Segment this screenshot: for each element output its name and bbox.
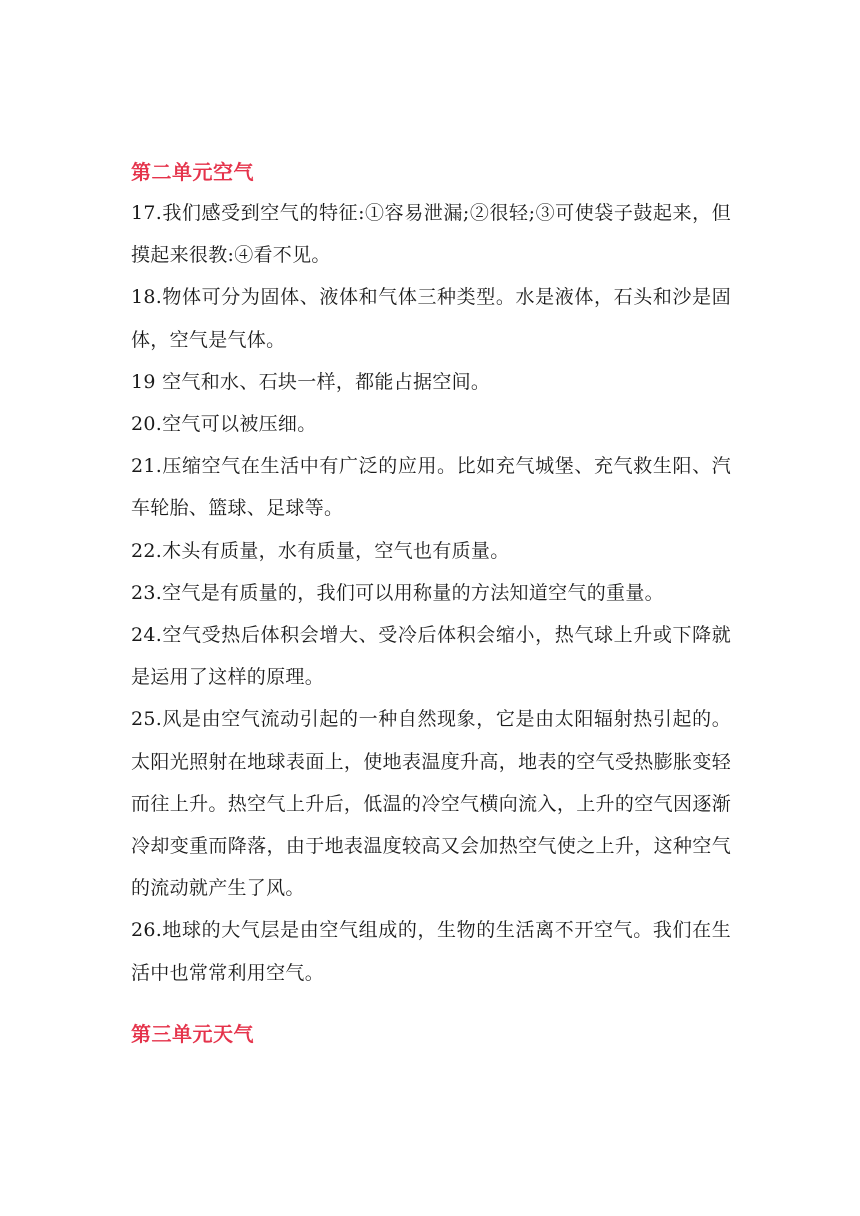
item-21: 21.压缩空气在生活中有广泛的应用。比如充气城堡、充气救生阳、汽车轮胎、篮球、足球等。 [131, 455, 731, 520]
item-26: 26.地球的大气层是由空气组成的，生物的生活离不开空气。我们在生活中也常常利用空气。 [131, 919, 731, 984]
item-22: 22.木头有质量，水有质量，空气也有质量。 [131, 539, 510, 562]
section-gap [131, 994, 731, 1014]
section-title-unit-2: 第二单元空气 [131, 160, 254, 184]
item-20: 20.空气可以被压细。 [131, 413, 317, 436]
item-18: 18.物体可分为固体、液体和气体三种类型。水是液体，石头和沙是固体，空气是气体。 [131, 286, 731, 351]
document-page [131, 152, 731, 1054]
item-25: 25.风是由空气流动引起的一种自然现象，它是由太阳辐射热引起的。太阳光照射在地球表面上，使地表温度升高，地表的空气受热膨胀变轻而往上升。热空气上升后，低温的冷空气横向流入，上升的空气因逐渐冷却变重而降落，由于地表温度较高又会加热空气使之上升，这种空气的流动就产生了风。 [131, 708, 731, 900]
item-19: 19 空气和水、石块一样，都能占据空间。 [131, 370, 491, 393]
item-24: 24.空气受热后体积会增大、受冷后体积会缩小，热气球上升或下降就是运用了这样的原理。 [131, 624, 731, 689]
item-23: 23.空气是有质量的，我们可以用称量的方法知道空气的重量。 [131, 581, 664, 604]
item-17: 17.我们感受到空气的特征:①容易泄漏;②很轻;③可使袋子鼓起来，但摸起来很教:④看不见。 [131, 202, 731, 267]
section-title-unit-3: 第三单元天气 [131, 1021, 254, 1046]
